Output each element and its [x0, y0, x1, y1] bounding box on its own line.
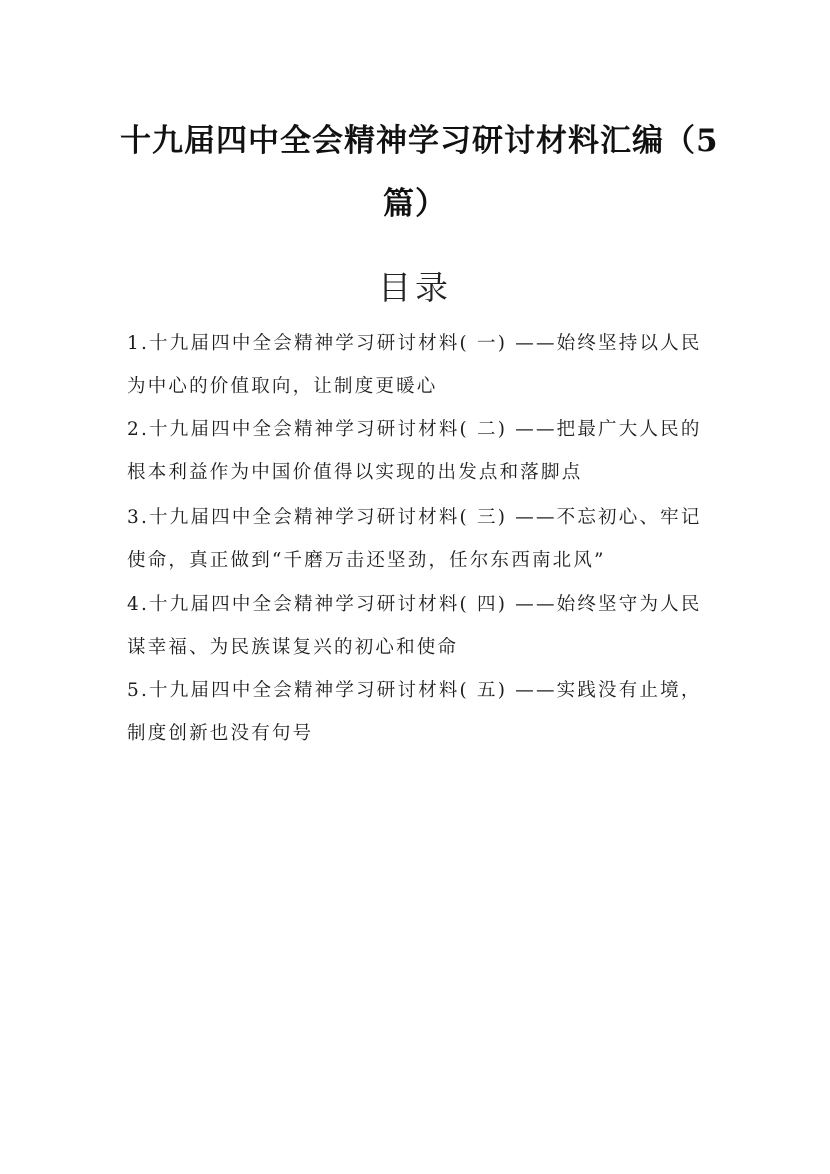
toc-entry-4-line-2: 谋幸福、为民族谋复兴的初心和使命 — [127, 637, 459, 658]
toc-entry-1-line-2: 为中心的价值取向，让制度更暖心 — [127, 376, 438, 397]
toc-entry-5-line-2: 制度创新也没有句号 — [127, 723, 314, 744]
toc-entry-5-line-1: 5.十九届四中全会精神学习研讨材料( 五) ——实践没有止境， — [127, 680, 702, 701]
toc-entry-1-line-1: 1.十九届四中全会精神学习研讨材料( 一) ——始终坚持以人民 — [127, 333, 702, 354]
toc-heading: 目录 — [378, 268, 452, 307]
document-title-line-1: 十九届四中全会精神学习研讨材料汇编（5 — [120, 123, 719, 159]
toc-entry-2-line-1: 2.十九届四中全会精神学习研讨材料( 二) ——把最广大人民的 — [127, 419, 702, 440]
toc-entry-2-line-2: 根本利益作为中国价值得以实现的出发点和落脚点 — [127, 462, 583, 483]
toc-entry-3-line-1: 3.十九届四中全会精神学习研讨材料( 三) ——不忘初心、牢记 — [127, 507, 702, 528]
toc-entry-3-line-2: 使命，真正做到“千磨万击还坚劲，任尔东西南北风” — [127, 550, 606, 571]
document-title-line-2: 篇） — [383, 186, 447, 222]
toc-entry-4-line-1: 4.十九届四中全会精神学习研讨材料( 四) ——始终坚守为人民 — [127, 594, 702, 615]
